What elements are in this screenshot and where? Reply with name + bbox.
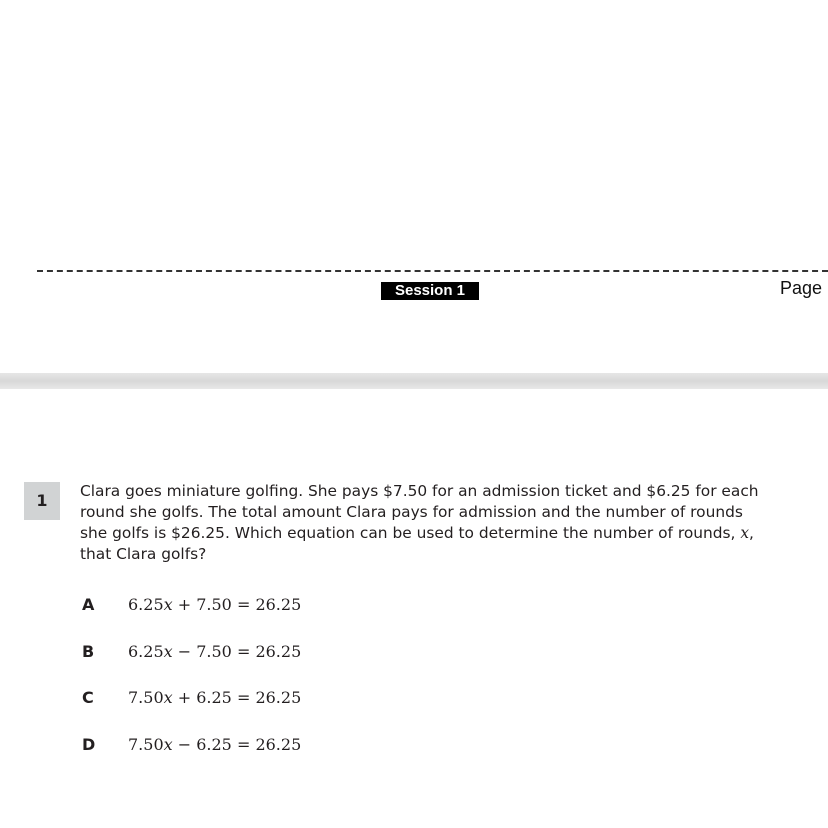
question-number-box: 1 — [24, 482, 60, 520]
choice-letter: D — [82, 734, 96, 754]
page-divider — [0, 373, 828, 389]
stem-line-4: that Clara golfs? — [80, 545, 207, 563]
variable-x: x — [740, 524, 750, 542]
choice-letter: B — [82, 641, 95, 661]
choice-a[interactable] — [82, 594, 482, 641]
choice-d[interactable] — [82, 734, 482, 781]
choice-equation: 7.50x + 6.25 = 26.25 — [128, 688, 302, 707]
session-label: Session 1 — [381, 282, 479, 300]
choice-equation: 7.50x − 6.25 = 26.25 — [128, 734, 302, 754]
choice-letter: C — [82, 688, 94, 707]
choice-letter: A — [82, 595, 95, 614]
stem-line-3 — [80, 523, 780, 544]
choice-equation: 6.25x − 7.50 = 26.25 — [128, 641, 302, 661]
choice-b[interactable] — [82, 641, 482, 688]
page-label: Page — [780, 278, 823, 298]
cut-line-dashed — [37, 270, 828, 272]
stem-comma: , — [749, 524, 754, 542]
stem-line-3-text: she golfs is $26.25. Which equation can be used to determine the number of rounds, — [80, 524, 736, 542]
choice-equation: 6.25x + 7.50 = 26.25 — [128, 595, 302, 614]
choice-c[interactable] — [82, 687, 482, 734]
question-stem — [80, 481, 780, 565]
stem-line-2: round she golfs. The total amount Clara pays for admission and the number of rounds — [80, 503, 743, 521]
answer-choices — [82, 594, 482, 780]
stem-line-1: Clara goes miniature golfing. She pays $7.50 for an admission ticket and $6.25 for each — [80, 482, 759, 500]
